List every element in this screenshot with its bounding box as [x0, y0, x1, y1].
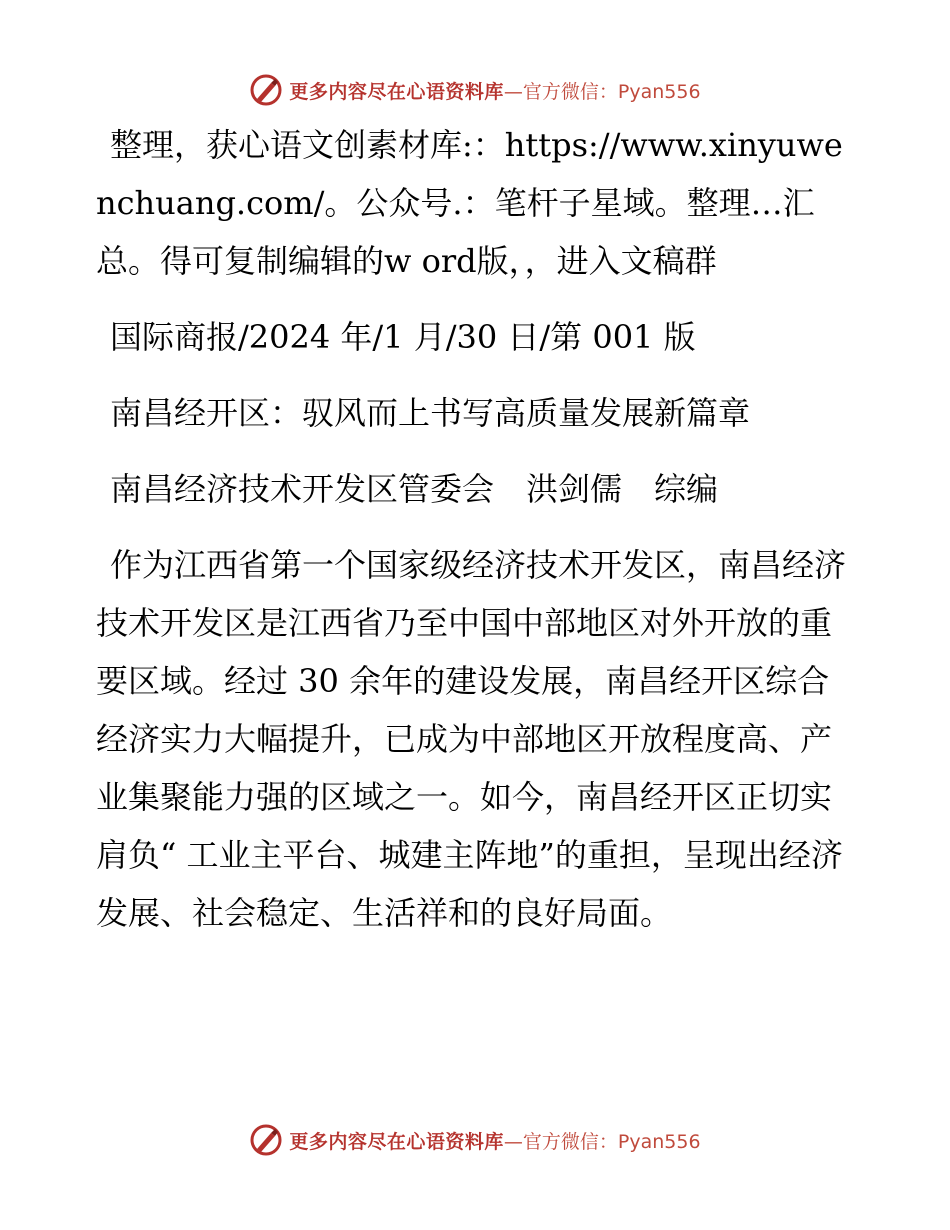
- publication-line: 国际商报/2024 年/1 月/30 日/第 001 版: [110, 318, 696, 356]
- banner-highlight-text: 更多内容尽在心语资料库: [289, 1130, 504, 1153]
- article-body-paragraph: 作为江西省第一个国家级经济技术开发区，南昌经济技术开发区是江西省乃至中国中部地区对外开放的重要区域。经过 30 余年的建设发展，南昌经开区综合经济实力大幅提升，已成为中部地区开放程度高、产业集聚能力强的区域之一。如今，南昌经开区正切实肩负“ 工业主平台、城建主阵地”的重担，呈现出经济发展、社会稳定、生活祥和的良好局面。: [96, 546, 847, 932]
- header-watermark-banner: [0, 70, 950, 110]
- article-byline: 南昌经济技术开发区管委会 洪剑儒 综编: [110, 470, 719, 508]
- source-note-paragraph: 整理，获心语文创素材库:：https://www.xinyuwenchuang.com/。公众号.：笔杆子星域。整理…汇总。得可复制编辑的w ord版，，进入文稿群: [96, 126, 843, 280]
- article-title: 南昌经开区：驭风而上书写高质量发展新篇章: [110, 394, 751, 432]
- pen-logo-icon: [249, 1123, 283, 1157]
- pen-logo-icon: [249, 73, 283, 107]
- document-body: [96, 116, 856, 960]
- banner-contact-text: —官方微信：Pyan556: [503, 80, 701, 103]
- banner-highlight-text: 更多内容尽在心语资料库: [289, 80, 504, 103]
- banner-contact-text: —官方微信：Pyan556: [503, 1130, 701, 1153]
- footer-watermark-banner: [0, 1120, 950, 1160]
